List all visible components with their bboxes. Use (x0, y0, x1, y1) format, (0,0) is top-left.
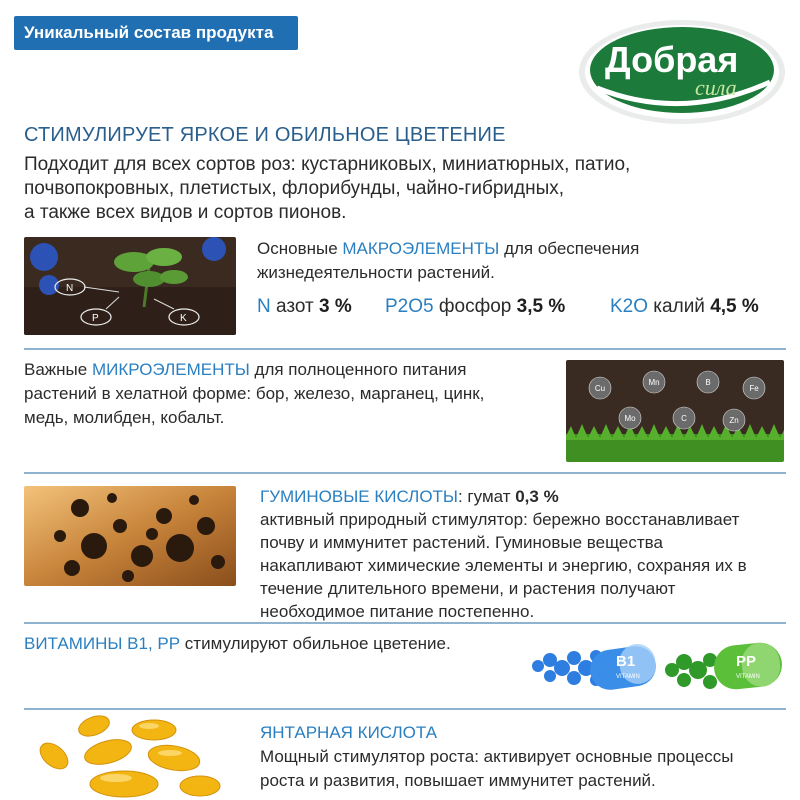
humic-particles-image (24, 486, 236, 586)
nutrient-potassium: K2O калий 4,5 % (610, 296, 759, 317)
capsule-b1-sub: VITAMIN (616, 674, 640, 680)
nutrient-phosphorus: P2O5 фосфор 3,5 % (385, 296, 566, 317)
macro-highlight: МАКРОЭЛЕМЕНТЫ (342, 239, 500, 258)
vitamins-suffix: стимулируют обильное цветение. (180, 634, 451, 653)
humic-highlight: ГУМИНОВЫЕ КИСЛОТЫ (260, 487, 458, 506)
micro-description (24, 358, 524, 430)
micro-suffix: для полноценного питания (249, 360, 467, 379)
element-fe: Fe (749, 384, 759, 393)
soil-elements-image (566, 360, 784, 462)
amber-capsules-image (24, 712, 236, 800)
humic-description (260, 485, 790, 623)
amber-title: ЯНТАРНАЯ КИСЛОТА (260, 723, 438, 742)
section-divider (24, 348, 786, 350)
vitamin-capsules-image (524, 626, 786, 704)
micro-highlight: МИКРОЭЛЕМЕНТЫ (91, 360, 250, 379)
element-zn: Zn (729, 416, 739, 425)
macro-description (257, 237, 697, 285)
logo-line2: сила (695, 75, 737, 100)
brand-logo (575, 10, 790, 128)
micro-prefix: Важные (24, 360, 92, 379)
logo-line1: Добрая (605, 39, 739, 80)
humic-line: активный природный стимулятор: бережно восстанавливает (260, 510, 740, 529)
macro-line2: жизнедеятельности растений. (257, 263, 495, 282)
soil-seedling-image (24, 237, 236, 335)
element-mo: Mo (624, 414, 636, 423)
element-mn: Mn (648, 378, 660, 387)
capsule-b1-label: B1 (616, 653, 636, 670)
humic-line: накапливают химические элементы и энергию, сохраняя их в (260, 556, 747, 575)
capsule-pp-label: PP (736, 653, 757, 670)
image-label-n: N (66, 283, 74, 294)
section-divider (24, 472, 786, 474)
element-b: B (705, 378, 711, 387)
humic-line: почву и иммунитет растений. Гуминовые вещества (260, 533, 663, 552)
humic-line: течение длительного времени, и растения получают (260, 579, 676, 598)
amber-line: роста и развития, повышает иммунитет растений. (260, 771, 656, 790)
flowering-line: Подходит для всех сортов роз: кустарниковых, миниатюрных, патио, (24, 154, 631, 175)
flowering-title: СТИМУЛИРУЕТ ЯРКОЕ И ОБИЛЬНОЕ ЦВЕТЕНИЕ (24, 124, 506, 146)
image-label-k: K (180, 313, 187, 324)
element-cu: Cu (594, 384, 606, 393)
flowering-line: а также всех видов и сортов пионов. (24, 202, 347, 223)
humic-line: необходимое питание постепенно. (260, 602, 535, 621)
humic-middle: : гумат (457, 487, 516, 506)
macro-prefix: Основные (257, 239, 343, 258)
vitamins-description (24, 634, 451, 654)
vitamins-highlight: ВИТАМИНЫ В1, РР (24, 634, 181, 653)
section-divider (24, 708, 786, 710)
nutrient-nitrogen: N азот 3 % (257, 296, 352, 317)
humic-value: 0,3 % (515, 487, 559, 506)
capsule-pp-sub: VITAMIN (736, 674, 760, 680)
flowering-description (24, 153, 764, 225)
amber-description (260, 721, 790, 793)
image-label-p: P (92, 313, 99, 324)
header-badge: Уникальный состав продукта (14, 16, 298, 50)
micro-line3: медь, молибден, кобальт. (24, 408, 225, 427)
micro-line2: растений в хелатной форме: бор, железо, марганец, цинк, (24, 384, 485, 403)
macro-suffix: для обеспечения (499, 239, 640, 258)
element-c: C (681, 414, 687, 423)
flowering-line: почвопокровных, плетистых, флорибунды, чайно-гибридных, (24, 178, 565, 199)
section-divider (24, 622, 786, 624)
amber-line: Мощный стимулятор роста: активирует основные процессы (260, 747, 734, 766)
